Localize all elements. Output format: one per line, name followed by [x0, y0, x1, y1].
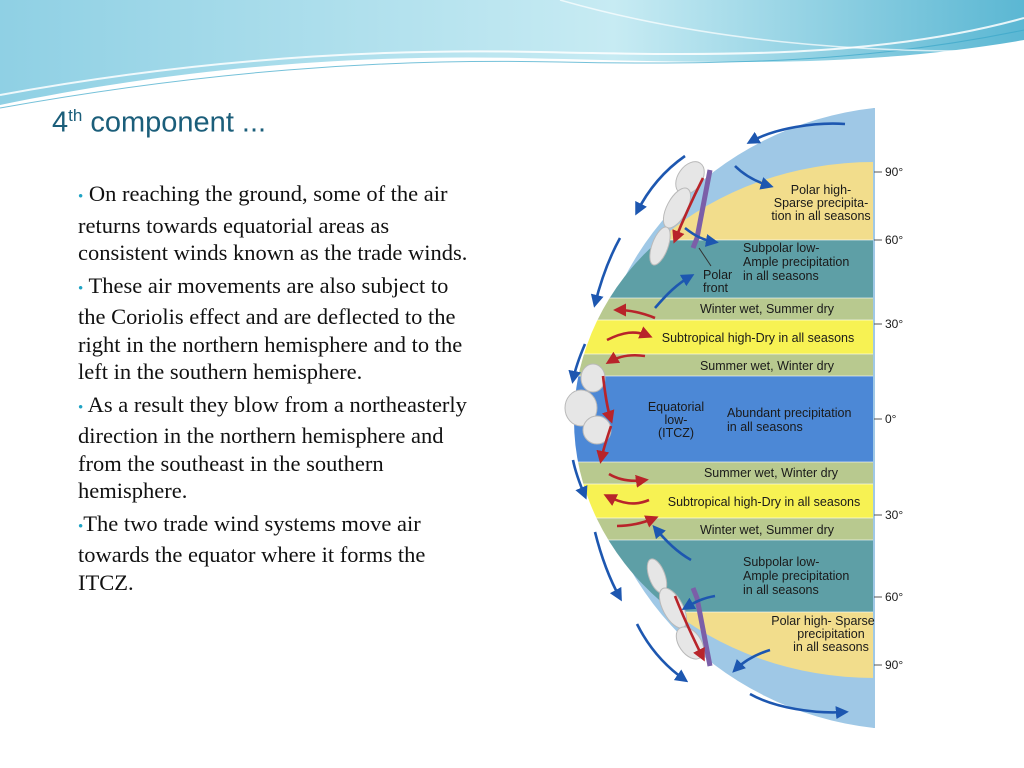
atmospheric-circulation-diagram — [545, 108, 915, 728]
summer-wet-north-label: Summer wet, Winter dry — [699, 359, 835, 373]
abundant-precipitation-label: Abundant precipitation in all seasons — [727, 406, 852, 434]
bullet-text: The two trade wind systems move air towards the equator where it forms the ITCZ. — [78, 510, 426, 595]
bullet-item — [78, 272, 478, 386]
polar-front-label: Polar front — [703, 268, 733, 295]
summer-wet-south-label: Summer wet, Winter dry — [703, 466, 839, 480]
latitude-label-60s: 60° — [885, 590, 904, 604]
equatorial-low-label: Equatorial low-(ITCZ) — [647, 400, 705, 440]
bullet-item — [78, 510, 478, 597]
header-wave-decoration — [0, 0, 1024, 120]
latitude-label-60n: 60° — [885, 233, 904, 247]
latitude-label-90s: 90° — [885, 658, 904, 672]
slide-title: 4th component ... — [52, 106, 267, 139]
bullet-marker: • — [78, 518, 84, 535]
latitude-label-90n: 90° — [885, 165, 904, 179]
winter-wet-north-label: Winter wet, Summer dry — [699, 302, 835, 316]
polar-high-north-label: Polar high-Sparse precipita-tion in all seasons — [771, 183, 871, 223]
bullet-list — [78, 180, 478, 601]
bullet-text: As a result they blow from a northeasterly direction in the northern hemisphere and from the southeast in the southern hemisphere. — [78, 391, 467, 503]
bullet-text: These air movements are also subject to the Coriolis effect and are deflected to the right in the northern hemisphere and to the left in the southern hemisphere. — [78, 272, 463, 384]
latitude-label-30n: 30° — [885, 317, 904, 331]
bullet-marker: • — [78, 189, 84, 205]
polar-high-south-label: Polar high- Sparse precipitation in all seasons — [771, 614, 875, 654]
bullet-text: On reaching the ground, some of the air returns towards equatorial areas as consistent winds known as the trade winds. — [78, 181, 468, 265]
bullet-marker: • — [78, 280, 84, 297]
bullet-item — [78, 391, 478, 505]
latitude-label-0: 0° — [885, 412, 897, 426]
bullet-item — [78, 180, 478, 267]
winter-wet-south-label: Winter wet, Summer dry — [699, 523, 835, 537]
subpolar-low-south-label: Subpolar low-Ample precipitation in all seasons — [743, 555, 850, 597]
bullet-marker: • — [78, 399, 84, 416]
latitude-label-30s: 30° — [885, 508, 904, 522]
subpolar-low-north-label: Subpolar low-Ample precipitation in all seasons — [743, 241, 850, 283]
subtropical-high-south-label: Subtropical high-Dry in all seasons — [667, 495, 861, 509]
subtropical-high-north-label: Subtropical high-Dry in all seasons — [661, 331, 855, 345]
